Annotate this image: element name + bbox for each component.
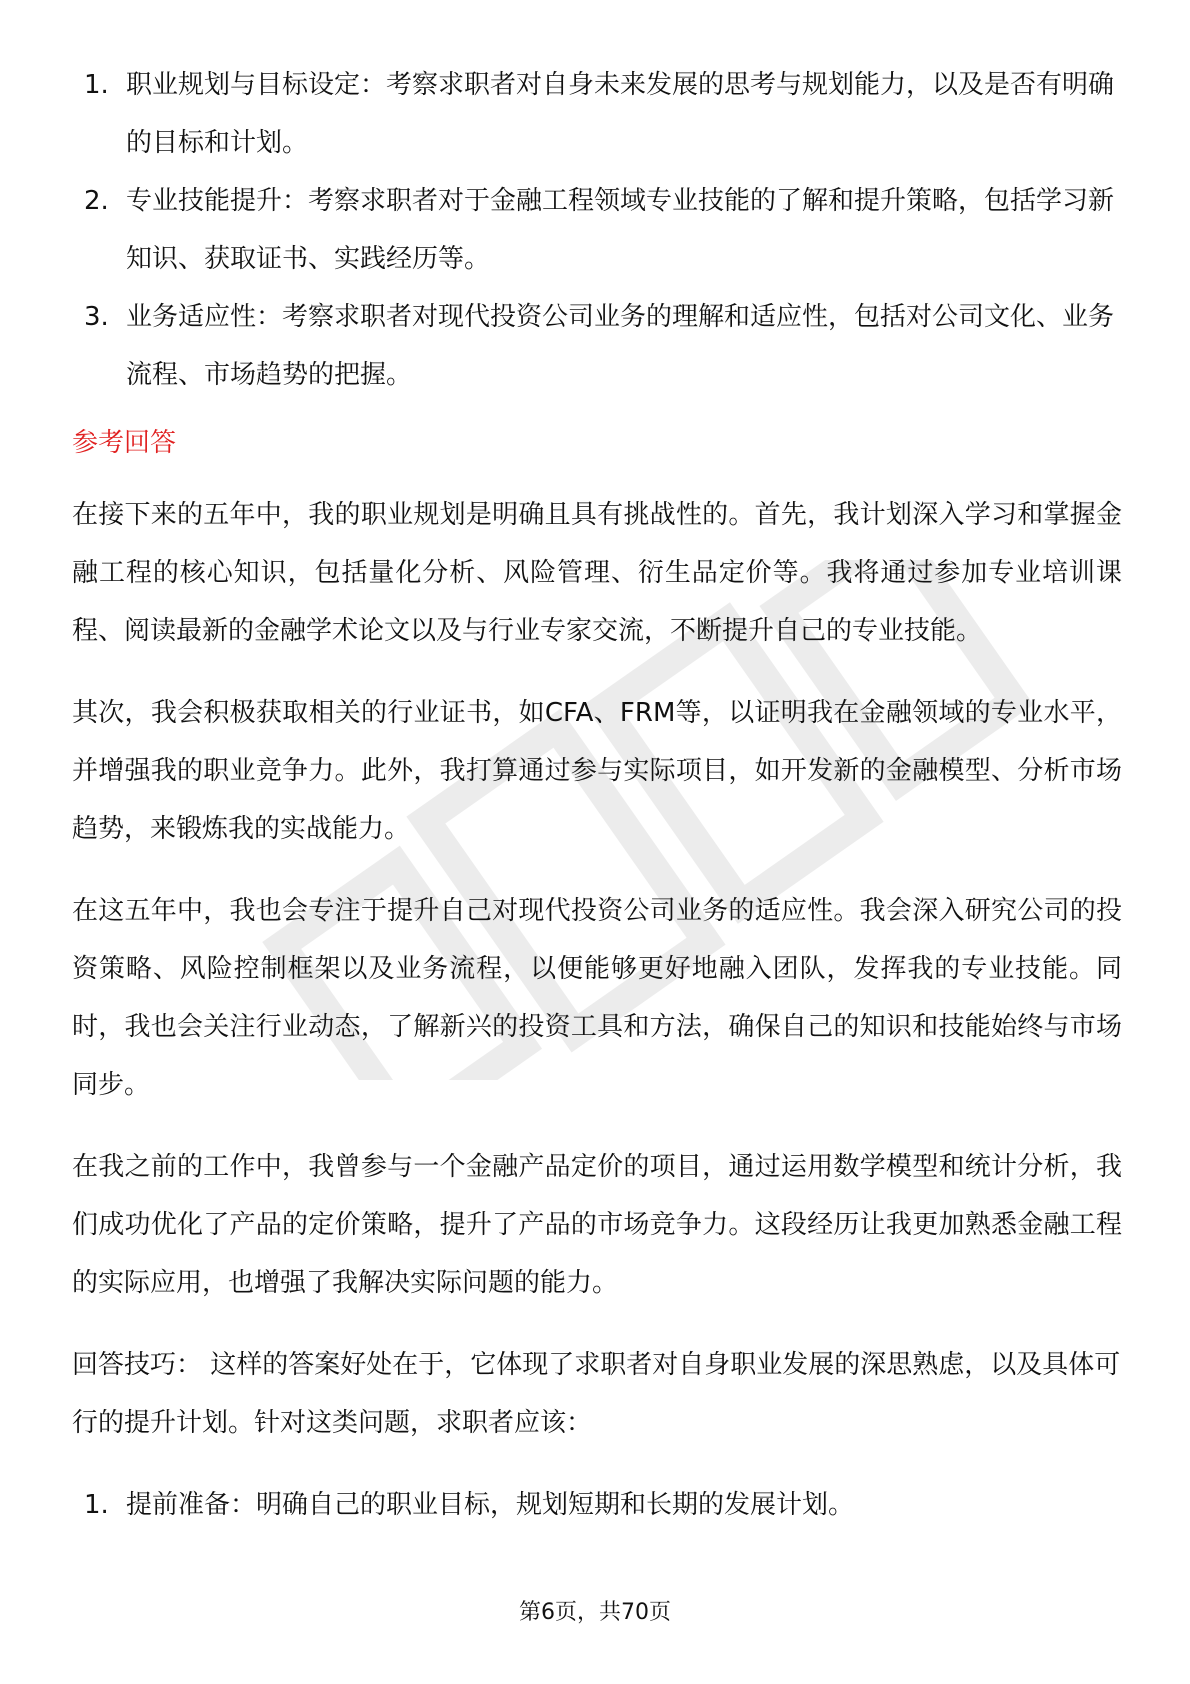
list-number: 3. [84, 302, 109, 332]
answer-paragraph: 其次，我会积极获取相关的行业证书，如CFA、FRM等，以证明我在金融领域的专业水平，并增强我的职业竞争力。此外，我打算通过参与实际项目，如开发新的金融模型、分析市场趋势，来锻炼我的实战能力。 [72, 698, 1122, 844]
answer-paragraph: 在接下来的五年中，我的职业规划是明确且具有挑战性的。首先，我计划深入学习和掌握金融工程的核心知识，包括量化分析、风险管理、衍生品定价等。我将通过参加专业培训课程、阅读最新的金融学术论文以及与行业专家交流，不断提升自己的专业技能。 [72, 500, 1122, 646]
list-item [72, 172, 1122, 288]
answer-paragraph: 在我之前的工作中，我曾参与一个金融产品定价的项目，通过运用数学模型和统计分析，我们成功优化了产品的定价策略，提升了产品的市场竞争力。这段经历让我更加熟悉金融工程的实际应用，也增强了我解决实际问题的能力。 [72, 1152, 1122, 1298]
list-number: 2. [84, 186, 109, 216]
page-number: 第6页，共70页 [519, 1600, 671, 1625]
tips-list [72, 1476, 1122, 1534]
section-heading: 参考回答 [72, 428, 177, 458]
answer-tip: 回答技巧： 这样的答案好处在于，它体现了求职者对自身职业发展的深思熟虑，以及具体可行的提升计划。针对这类问题，求职者应该： [72, 1350, 1121, 1438]
list-item [72, 288, 1122, 404]
list-number: 1. [84, 70, 109, 100]
criteria-list [72, 56, 1122, 404]
list-number: 1. [84, 1490, 109, 1520]
list-text: 提前准备：明确自己的职业目标，规划短期和长期的发展计划。 [126, 1490, 855, 1520]
document-content [72, 56, 1122, 1534]
list-item [72, 1476, 1122, 1534]
list-text: 专业技能提升：考察求职者对于金融工程领域专业技能的了解和提升策略，包括学习新知识、获取证书、实践经历等。 [126, 186, 1115, 274]
list-item [72, 56, 1122, 172]
list-text: 职业规划与目标设定：考察求职者对自身未来发展的思考与规划能力，以及是否有明确的目标和计划。 [126, 70, 1115, 158]
answer-paragraph: 在这五年中，我也会专注于提升自己对现代投资公司业务的适应性。我会深入研究公司的投资策略、风险控制框架以及业务流程，以便能够更好地融入团队，发挥我的专业技能。同时，我也会关注行业动态，了解新兴的投资工具和方法，确保自己的知识和技能始终与市场同步。 [72, 896, 1122, 1100]
list-text: 业务适应性：考察求职者对现代投资公司业务的理解和适应性，包括对公司文化、业务流程、市场趋势的把握。 [126, 302, 1115, 390]
